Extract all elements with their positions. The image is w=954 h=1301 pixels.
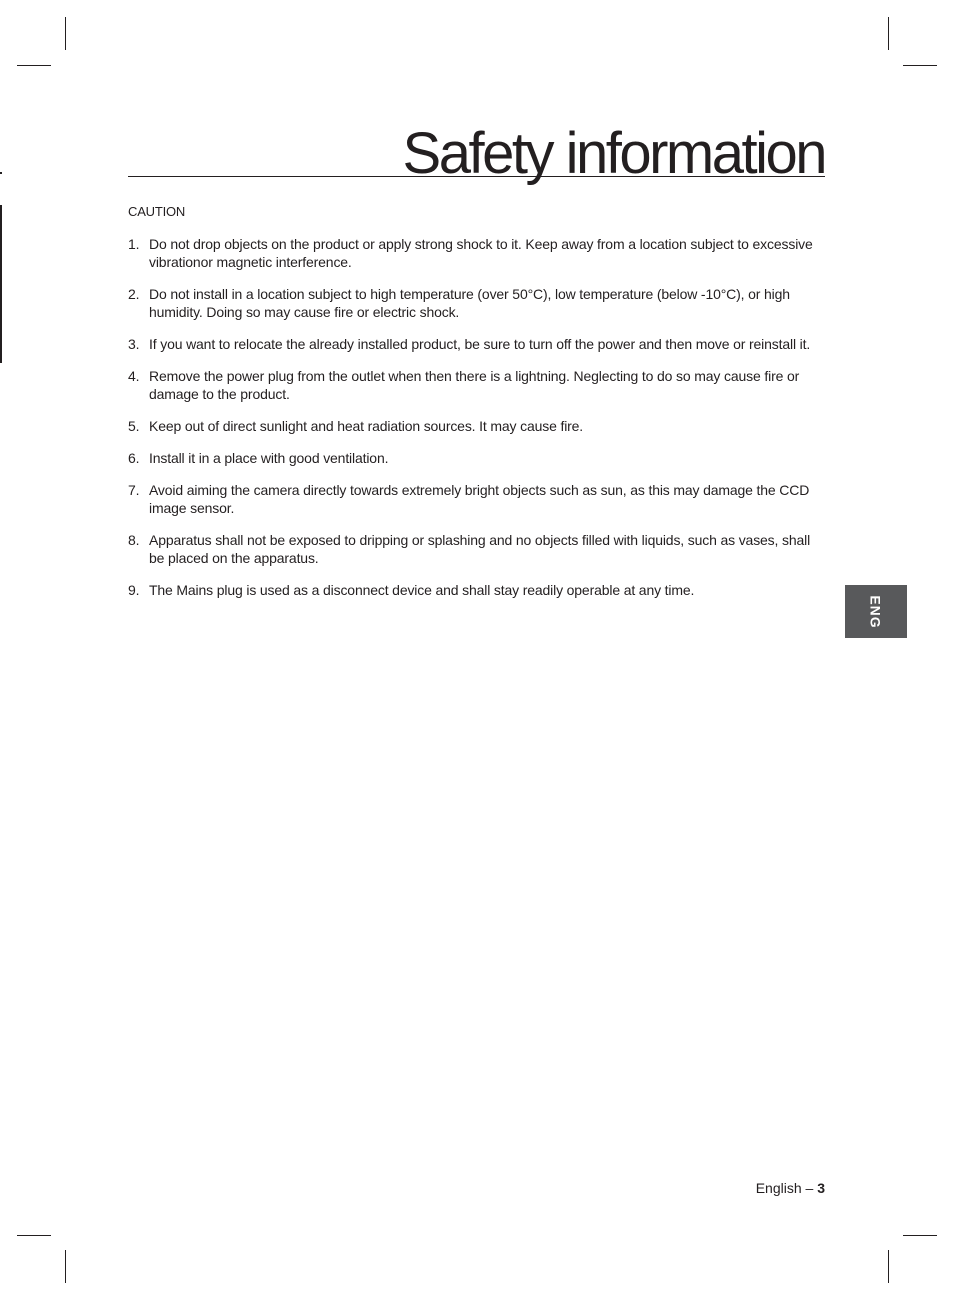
footer-language: English – bbox=[755, 1180, 818, 1196]
registration-mark bbox=[0, 205, 2, 305]
item-text: Install it in a place with good ventilation. bbox=[149, 450, 389, 466]
list-item bbox=[128, 235, 828, 271]
list-item bbox=[128, 285, 828, 321]
item-text: Remove the power plug from the outlet when then there is a lightning. Neglecting to do so may cause fire or damage to the product. bbox=[149, 368, 800, 402]
registration-mark bbox=[0, 172, 2, 174]
page-footer bbox=[756, 1180, 825, 1196]
list-item bbox=[128, 335, 828, 353]
item-text: Do not drop objects on the product or apply strong shock to it. Keep away from a location subject to excessive vibrationor magnetic interference. bbox=[149, 236, 813, 270]
page-title: Safety information bbox=[402, 121, 825, 186]
crop-mark bbox=[903, 65, 937, 66]
crop-mark bbox=[17, 65, 51, 66]
item-number: 4. bbox=[128, 368, 140, 384]
item-number: 9. bbox=[128, 582, 140, 598]
crop-mark bbox=[888, 17, 889, 50]
item-text: Keep out of direct sunlight and heat radiation sources. It may cause fire. bbox=[149, 418, 584, 434]
language-tab bbox=[845, 585, 907, 638]
crop-mark bbox=[65, 17, 66, 50]
caution-heading: CAUTION bbox=[128, 204, 186, 219]
item-number: 2. bbox=[128, 286, 140, 302]
item-number: 5. bbox=[128, 418, 140, 434]
list-item bbox=[128, 531, 828, 567]
item-text: The Mains plug is used as a disconnect device and shall stay readily operable at any time. bbox=[149, 582, 695, 598]
item-text: Avoid aiming the camera directly towards extremely bright objects such as sun, as this may damage the CCD image sensor. bbox=[149, 482, 810, 516]
crop-mark bbox=[903, 1235, 937, 1236]
item-number: 7. bbox=[128, 482, 140, 498]
list-item bbox=[128, 581, 828, 599]
list-item bbox=[128, 367, 828, 403]
page-number: 3 bbox=[817, 1180, 825, 1196]
item-number: 8. bbox=[128, 532, 140, 548]
list-item bbox=[128, 417, 828, 435]
item-text: Do not install in a location subject to high temperature (over 50°C), low temperature (below -10°C), or high humidity. Doing so may cause fire or electric shock. bbox=[149, 286, 790, 320]
crop-mark bbox=[888, 1250, 889, 1283]
list-item bbox=[128, 449, 828, 467]
item-number: 6. bbox=[128, 450, 140, 466]
list-item bbox=[128, 481, 828, 517]
registration-mark bbox=[0, 305, 2, 363]
crop-mark bbox=[65, 1250, 66, 1283]
item-text: If you want to relocate the already installed product, be sure to turn off the power and then move or reinstall it. bbox=[149, 336, 811, 352]
item-number: 3. bbox=[128, 336, 140, 352]
safety-list bbox=[128, 235, 828, 599]
crop-mark bbox=[17, 1235, 51, 1236]
language-tab-label: ENG bbox=[868, 594, 884, 629]
item-number: 1. bbox=[128, 236, 140, 252]
item-text: Apparatus shall not be exposed to dripping or splashing and no objects filled with liquids, such as vases, shall be placed on the apparatus. bbox=[149, 532, 811, 566]
